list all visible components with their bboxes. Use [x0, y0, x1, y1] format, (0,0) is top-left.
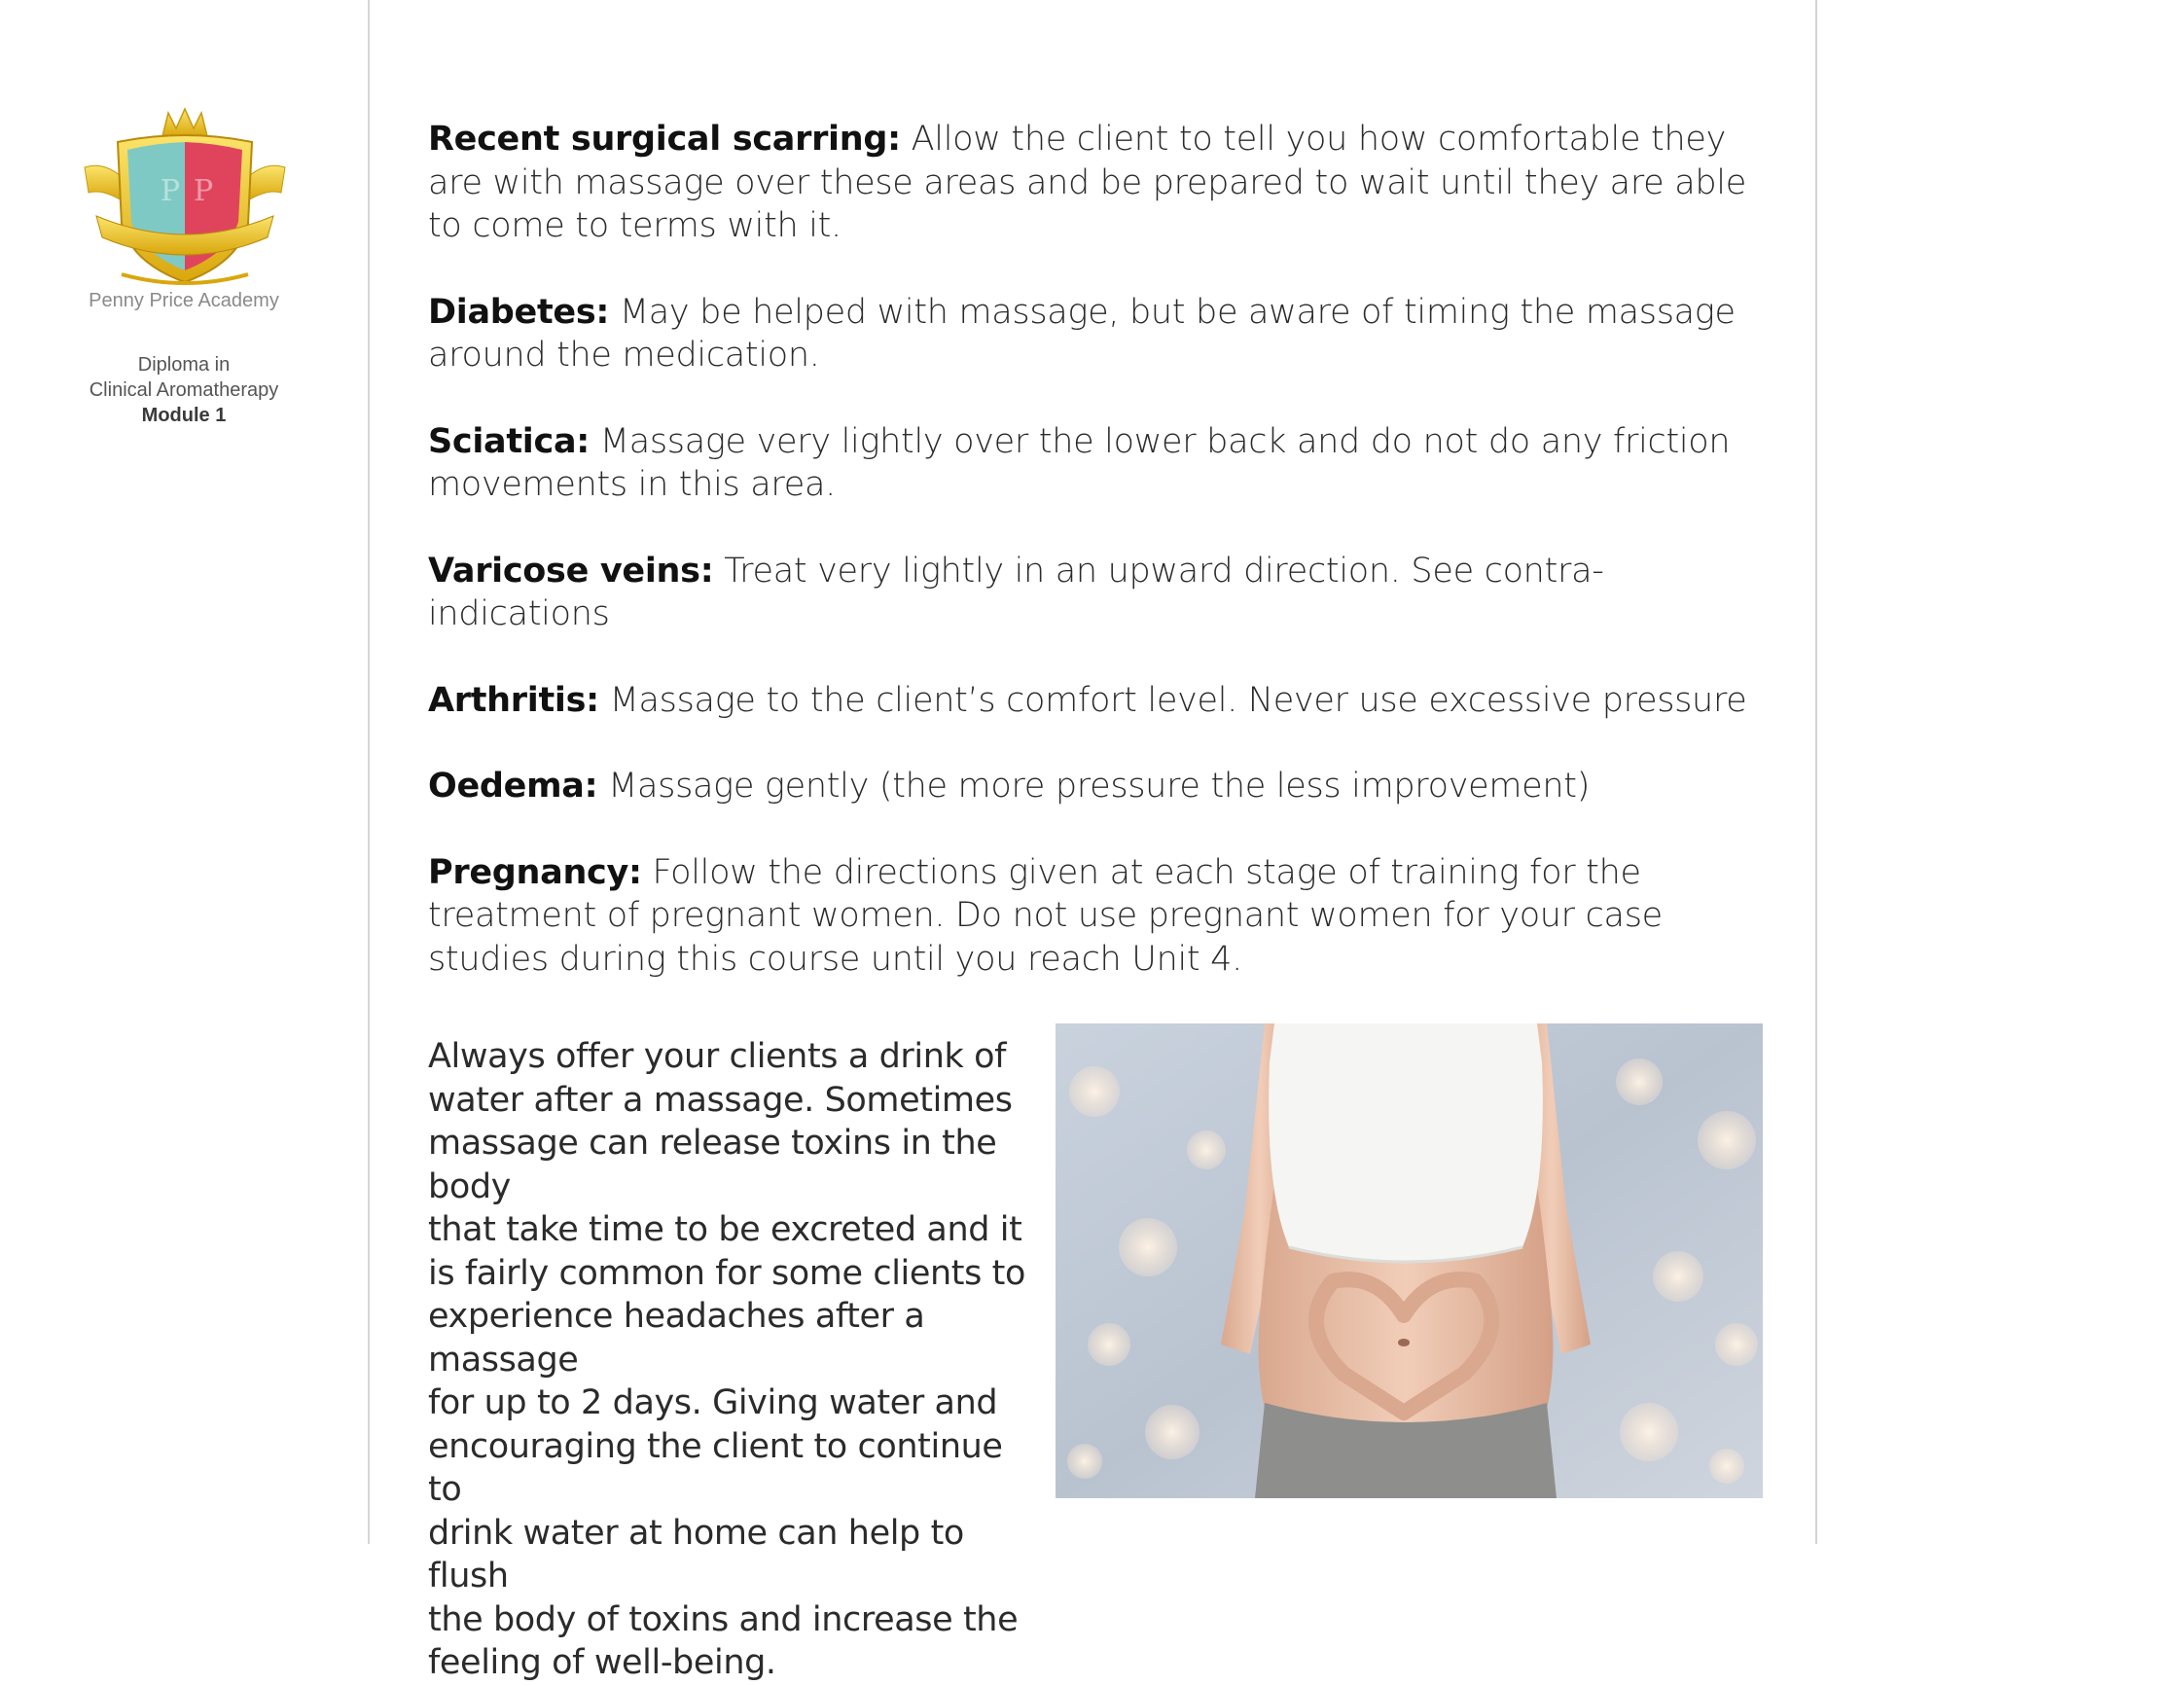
svg-text:P: P — [161, 174, 181, 208]
academy-name: Penny Price Academy — [89, 290, 279, 311]
module-label: Module 1 — [141, 405, 227, 426]
water-line: drink water at home can help to flush — [428, 1513, 964, 1595]
item-sciatica — [428, 420, 1771, 507]
item-text: Massage very lightly over the lower back and do not do any friction movements in this area. — [428, 421, 1731, 504]
water-line: experience headaches after a massage — [428, 1297, 925, 1380]
item-text: May be helped with massage, but be aware of timing the massage around the medication. — [428, 292, 1736, 375]
item-term: Pregnancy: — [428, 852, 642, 892]
svg-text:P: P — [194, 174, 214, 208]
item-term: Diabetes: — [428, 292, 610, 332]
water-line: water after a massage. Sometimes — [428, 1080, 1013, 1120]
left-divider — [368, 0, 370, 1544]
item-term: Arthritis: — [428, 680, 599, 720]
course-title — [0, 352, 368, 428]
item-term: Recent surgical scarring: — [428, 120, 901, 159]
item-recent-surgical-scarring — [428, 118, 1771, 248]
item-text: Massage gently (the more pressure the less improvement) — [597, 767, 1591, 806]
item-term: Oedema: — [428, 767, 598, 806]
course-line-1: Diploma in — [137, 354, 231, 376]
item-term: Varicose veins: — [428, 551, 714, 591]
item-diabetes — [428, 291, 1771, 377]
item-varicose-veins — [428, 550, 1771, 636]
item-term: Sciatica: — [428, 421, 590, 461]
item-text: Massage to the client’s comfort level. Never use excessive pressure — [598, 680, 1747, 720]
pregnant-belly-heart-hands-photo — [1056, 1023, 1763, 1498]
sidebar — [0, 0, 368, 1544]
water-advice-paragraph — [428, 1035, 1041, 1685]
water-line: Always offer your clients a drink of — [428, 1037, 1007, 1076]
item-text: Follow the directions given at each stage of training for the treatment of pregnant women. Do not use pregnant women for your case studies during this course until you reach Unit 4. — [428, 852, 1663, 979]
water-line: for up to 2 days. Giving water and — [428, 1383, 998, 1422]
crest-shield-icon — [83, 107, 287, 287]
right-divider — [1815, 0, 1817, 1544]
course-line-2: Clinical Aromatherapy — [89, 379, 279, 401]
water-line: is fairly common for some clients to — [428, 1253, 1025, 1293]
item-text: Allow the client to tell you how comfortable they are with massage over these areas and be prepared to wait until they are able to come to terms with it. — [428, 120, 1746, 245]
water-line: encouraging the client to continue to — [428, 1426, 1003, 1509]
water-line: the body of toxins and increase the — [428, 1599, 1019, 1639]
item-arthritis — [428, 679, 1771, 723]
main-content — [428, 118, 1771, 1682]
item-oedema — [428, 765, 1771, 808]
item-pregnancy — [428, 851, 1771, 982]
water-line: that take time to be excreted and it — [428, 1210, 1022, 1249]
item-text: Treat very lightly in an upward direction. See contra-indications — [428, 551, 1604, 633]
water-advice-section — [428, 1023, 1771, 1682]
water-line: feeling of well-being. — [428, 1643, 776, 1682]
water-line: massage can release toxins in the body — [428, 1124, 997, 1206]
